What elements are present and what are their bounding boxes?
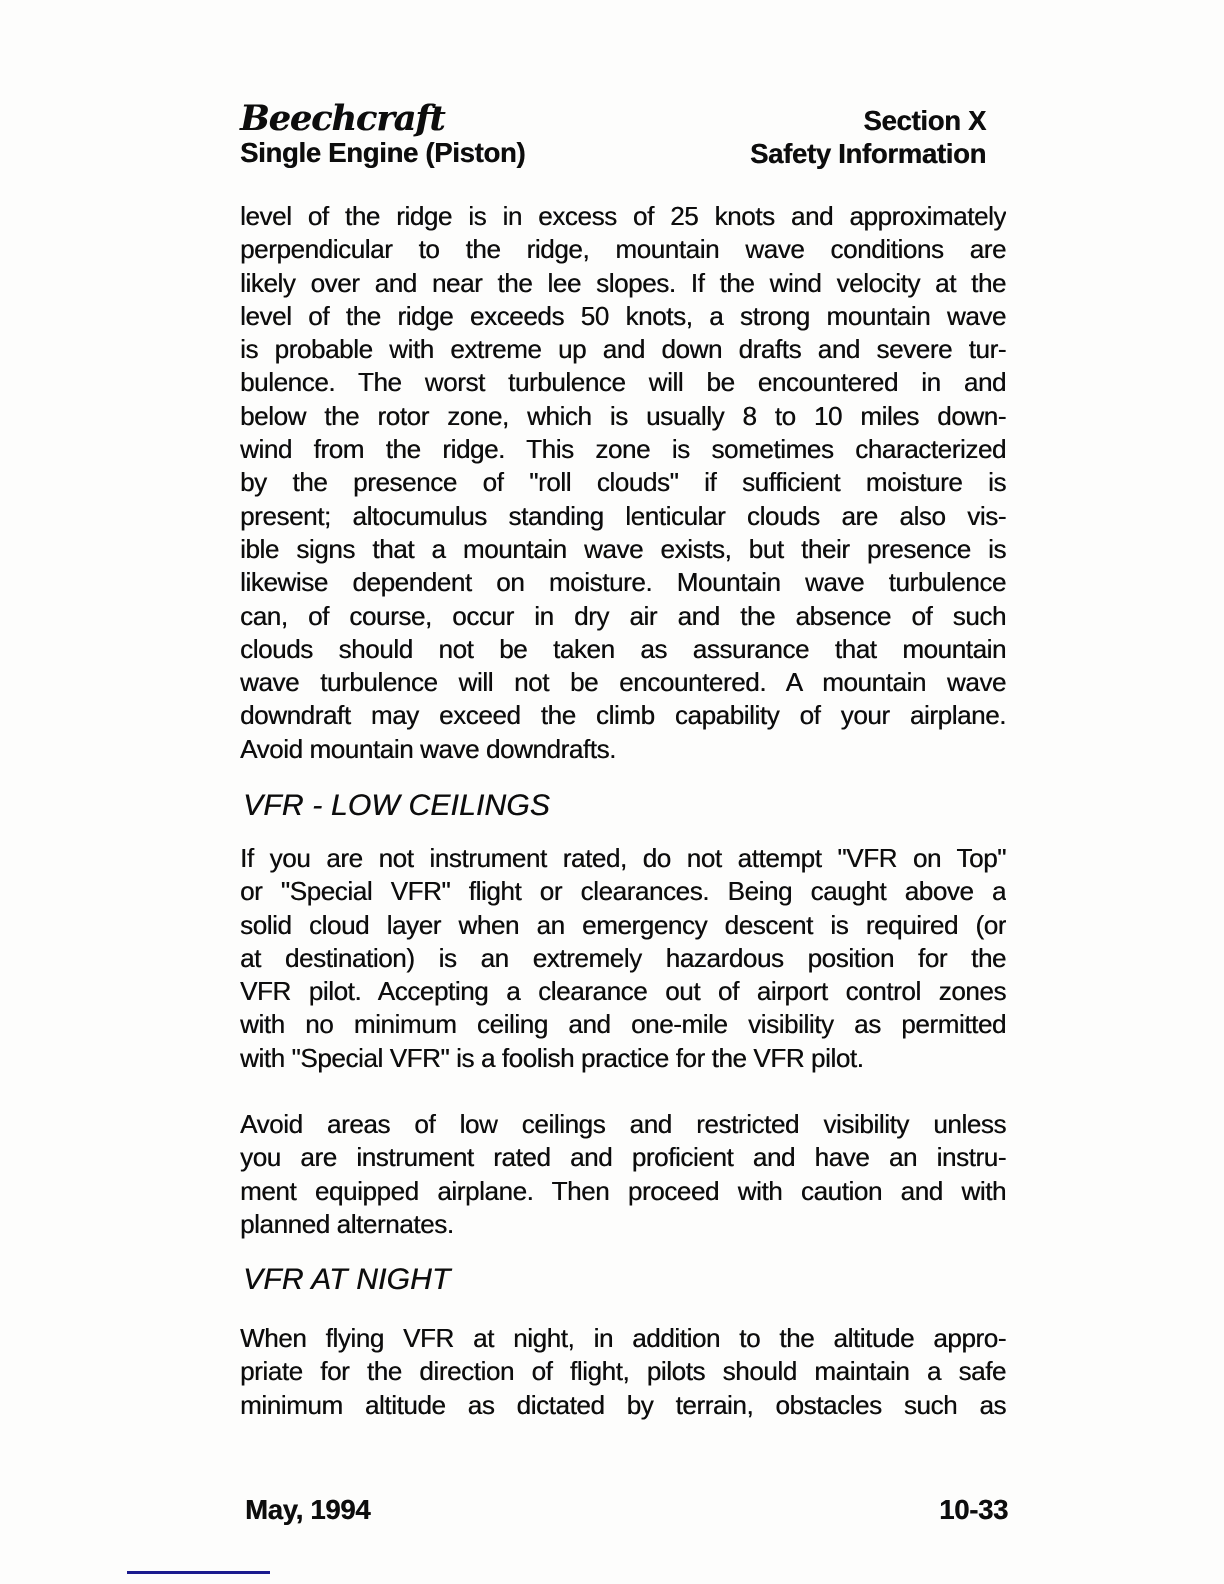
brand-logo: Beechcraft: [240, 98, 445, 139]
section-title: Section X: [863, 105, 986, 136]
footer-page-number: 10-33: [939, 1494, 1008, 1525]
section-heading: VFR AT NIGHT: [243, 1263, 451, 1296]
text-line: you are instrument rated and proficient and have an instru-: [240, 1142, 1006, 1173]
text-line: at destination) is an extremely hazardous position for the: [240, 942, 1006, 973]
text-line: Avoid areas of low ceilings and restricted visibility unless: [240, 1109, 1006, 1139]
footer-date: May, 1994: [245, 1494, 371, 1525]
text-line: with no minimum ceiling and one-mile visibility as permitted: [240, 1009, 1006, 1040]
header-left: [240, 100, 525, 169]
text-line: or "Special VFR" flight or clearances. Being caught above a: [240, 876, 1006, 907]
paragraph: [240, 1322, 1006, 1422]
text-line: ment equipped airplane. Then proceed with caution and with: [240, 1175, 1006, 1206]
text-line: solid cloud layer when an emergency descent is required (or: [240, 909, 1006, 940]
accent-line: [127, 1571, 270, 1574]
paragraph: [240, 200, 1006, 766]
text-line: below the rotor zone, which is usually 8 to 10 miles down-: [240, 400, 1006, 431]
section-subtitle: Safety Information: [749, 138, 986, 169]
text-line: ible signs that a mountain wave exists, but their presence is: [240, 533, 1006, 564]
text-line: is probable with extreme up and down drafts and severe tur-: [240, 334, 1006, 365]
text-line: wave turbulence will not be encountered. A mountain wave: [240, 667, 1006, 698]
brand-subtitle: Single Engine (Piston): [240, 137, 526, 168]
text-line: VFR pilot. Accepting a clearance out of airport control zones: [240, 976, 1006, 1007]
paragraph: [240, 842, 1006, 1075]
header-right: [750, 104, 986, 170]
text-line: present; altocumulus standing lenticular clouds are also vis-: [240, 500, 1006, 531]
text-line: likely over and near the lee slopes. If the wind velocity at the: [240, 267, 1006, 298]
text-line: clouds should not be taken as assurance that mountain: [240, 633, 1006, 664]
text-line: wind from the ridge. This zone is sometimes characterized: [240, 434, 1006, 465]
text-line: downdraft may exceed the climb capability of your airplane.: [240, 700, 1006, 731]
text-line: by the presence of "roll clouds" if sufficient moisture is: [240, 467, 1006, 498]
text-line: likewise dependent on moisture. Mountain wave turbulence: [240, 567, 1006, 598]
text-line: When flying VFR at night, in addition to the altitude appro-: [240, 1323, 1006, 1353]
text-line: minimum altitude as dictated by terrain, obstacles such as: [240, 1389, 1006, 1420]
text-line: planned alternates.: [240, 1208, 454, 1239]
text-line: bulence. The worst turbulence will be encountered in and: [240, 367, 1006, 398]
text-line: with "Special VFR" is a foolish practice for the VFR pilot.: [240, 1042, 864, 1073]
text-line: can, of course, occur in dry air and the absence of such: [240, 600, 1006, 631]
text-line: Avoid mountain wave downdrafts.: [240, 733, 616, 764]
text-line: level of the ridge exceeds 50 knots, a strong mountain wave: [240, 300, 1006, 331]
text-line: level of the ridge is in excess of 25 knots and approximately: [240, 201, 1006, 231]
text-line: perpendicular to the ridge, mountain wave conditions are: [240, 234, 1006, 265]
paragraph: [240, 1108, 1006, 1241]
section-heading: VFR - LOW CEILINGS: [243, 789, 550, 822]
text-line: If you are not instrument rated, do not attempt "VFR on Top": [240, 843, 1006, 873]
text-line: priate for the direction of flight, pilots should maintain a safe: [240, 1356, 1006, 1387]
